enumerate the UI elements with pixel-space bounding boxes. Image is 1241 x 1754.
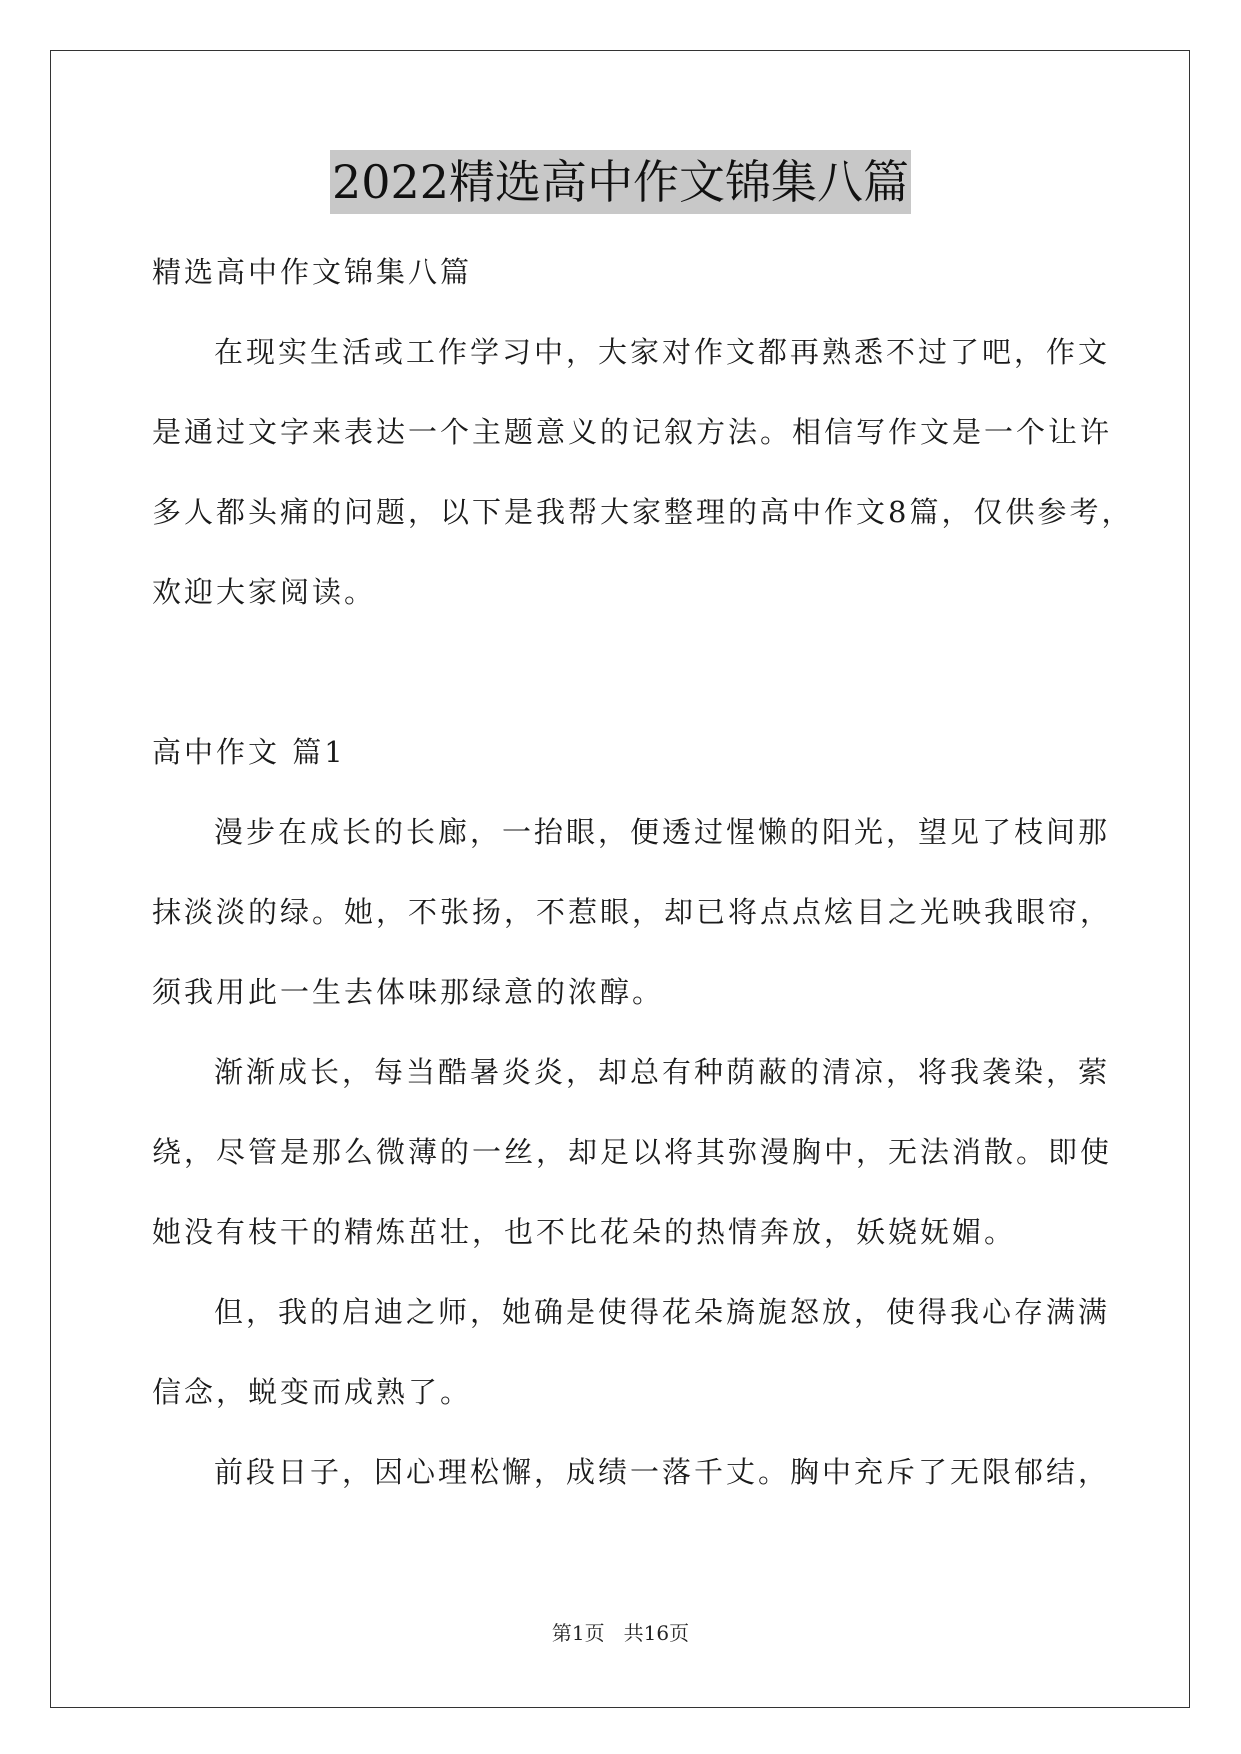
page-footer: 第1页 共16页 <box>551 1621 690 1645</box>
text-line: 渐渐成长，每当酷暑炎炎，却总有种荫蔽的清凉，将我袭染，萦 <box>214 1055 1111 1089</box>
text-line: 在现实生活或工作学习中，大家对作文都再熟悉不过了吧，作文 <box>214 335 1111 369</box>
title-container <box>0 150 1241 214</box>
text-line: 她没有枝干的精炼茁壮，也不比花朵的热情奔放，妖娆妩媚。 <box>152 1215 1017 1249</box>
text-line: 漫步在成长的长廊，一抬眼，便透过惺懒的阳光，望见了枝间那 <box>214 815 1111 849</box>
text-line: 高中作文 篇1 <box>152 735 346 769</box>
text-line: 欢迎大家阅读。 <box>152 575 377 609</box>
text-line: 但，我的启迪之师，她确是使得花朵旖旎怒放，使得我心存满满 <box>214 1295 1111 1329</box>
text-line: 须我用此一生去体味那绿意的浓醇。 <box>152 975 665 1009</box>
text-line: 抹淡淡的绿。她，不张扬，不惹眼，却已将点点炫目之光映我眼帘， <box>152 895 1113 929</box>
blank-line <box>152 632 1098 712</box>
text-line: 是通过文字来表达一个主题意义的记叙方法。相信写作文是一个让许 <box>152 415 1113 449</box>
text-line: 绕，尽管是那么微薄的一丝，却足以将其弥漫胸中，无法消散。即使 <box>152 1135 1113 1169</box>
text-line: 多人都头痛的问题，以下是我帮大家整理的高中作文8篇，仅供参考， <box>152 495 1134 529</box>
document-body <box>152 232 1134 1512</box>
text-line: 前段日子，因心理松懈，成绩一落千丈。胸中充斥了无限郁结， <box>214 1455 1111 1489</box>
document-title: 2022精选高中作文锦集八篇 <box>330 150 911 214</box>
text-line: 精选高中作文锦集八篇 <box>152 255 473 289</box>
text-line: 信念，蜕变而成熟了。 <box>152 1375 473 1409</box>
